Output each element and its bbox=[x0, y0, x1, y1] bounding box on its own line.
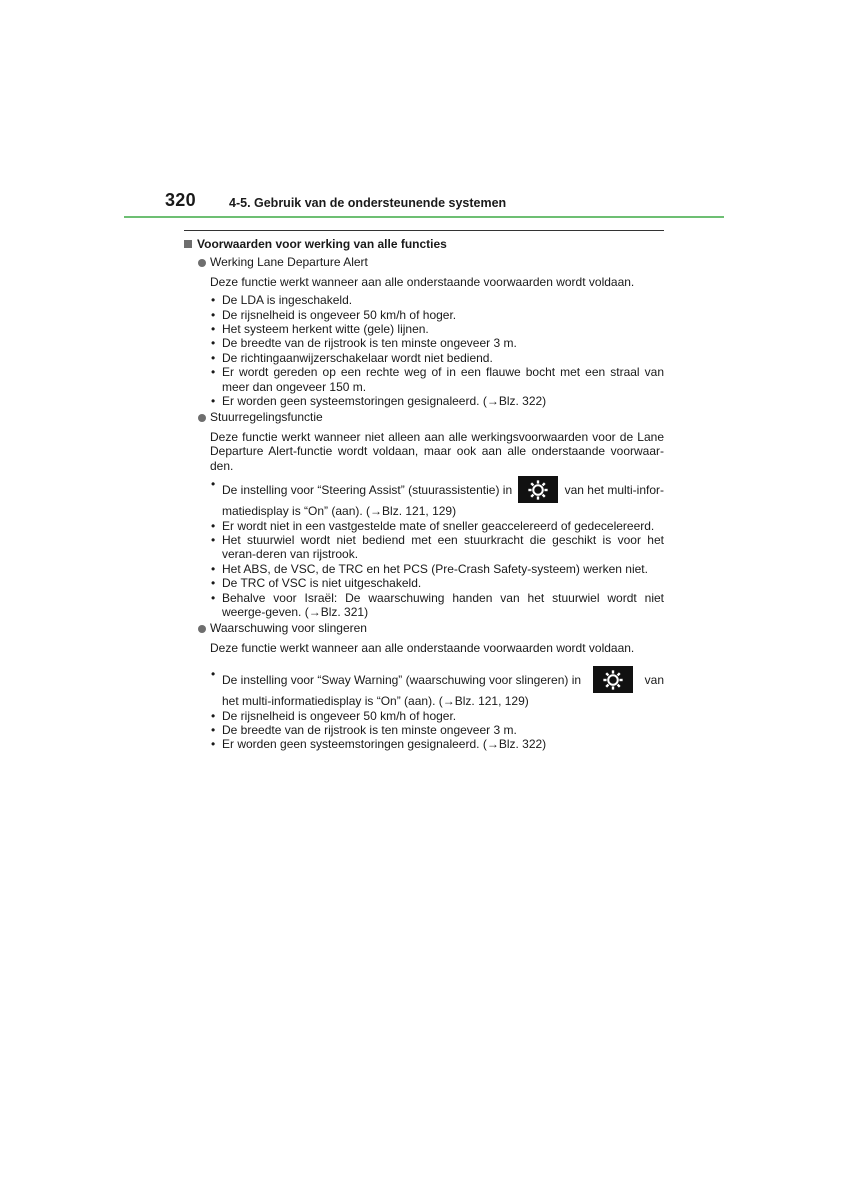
bullet-dot: • bbox=[211, 667, 216, 682]
list-item: • Er worden geen systeemstoringen gesignaleerd. (→Blz. 322) bbox=[211, 737, 547, 752]
page-number: 320 bbox=[165, 190, 196, 210]
header-rule bbox=[124, 216, 724, 218]
bullet-dot: • bbox=[211, 737, 216, 752]
list-item: • De LDA is ingeschakeld. bbox=[211, 293, 353, 308]
sub-heading-steering bbox=[198, 410, 664, 424]
section-heading-text: Voorwaarden voor werking van alle functies bbox=[197, 237, 447, 251]
bullet-dot: • bbox=[211, 477, 216, 492]
bullet-dot: • bbox=[211, 365, 216, 380]
section-heading bbox=[184, 237, 664, 251]
bullet-dot: • bbox=[211, 394, 216, 409]
circle-bullet-icon bbox=[198, 259, 206, 267]
list-item: • Behalve voor Israël: De waarschuwing handen van het stuurwiel wordt niet weerge-geven. (→Blz. 321) bbox=[211, 590, 664, 619]
bullet-dot: • bbox=[211, 336, 216, 351]
content bbox=[184, 237, 664, 754]
sub-heading-text: Waarschuwing voor slingeren bbox=[210, 621, 367, 636]
sub-heading-text: Werking Lane Departure Alert bbox=[210, 255, 368, 270]
bullet-dot: • bbox=[211, 293, 216, 308]
sway-setting-line: De instelling voor “Sway Warning” (waarschuwing voor slingeren) in van bbox=[222, 667, 664, 694]
list-item bbox=[210, 477, 664, 518]
list-item: • De breedte van de rijstrook is ten minste ongeveer 3 m. bbox=[211, 336, 517, 351]
bullet-dot: • bbox=[211, 322, 216, 337]
bullet-dot: • bbox=[211, 708, 216, 723]
bullet-dot: • bbox=[211, 590, 216, 605]
lda-intro: Deze functie werkt wanneer aan alle onderstaande voorwaarden wordt voldaan. bbox=[210, 274, 635, 289]
bullet-dot: • bbox=[211, 722, 216, 737]
list-item: • Het ABS, de VSC, de TRC en het PCS (Pre-Crash Safety-systeem) werken niet. bbox=[211, 561, 648, 576]
bullet-dot: • bbox=[211, 561, 216, 576]
steering-intro: Deze functie werkt wanneer niet alleen aan alle werkingsvoorwaarden voor de Lane Departure Alert-functie wordt voldaan, maar ook aan alle onderstaande voorwaar-den. bbox=[210, 429, 664, 473]
lda-bullet-list bbox=[210, 293, 664, 408]
bullet-dot: • bbox=[211, 307, 216, 322]
bullet-dot: • bbox=[211, 350, 216, 365]
bullet-dot: • bbox=[211, 576, 216, 591]
sway-bullet-list bbox=[210, 667, 664, 752]
list-item: • De rijsnelheid is ongeveer 50 km/h of hoger. bbox=[211, 307, 457, 322]
circle-bullet-icon bbox=[198, 414, 206, 422]
steering-setting-line: De instelling voor “Steering Assist” (stuurassistentie) in van het multi-infor- bbox=[222, 477, 664, 504]
list-item: • De richtingaanwijzerschakelaar wordt niet bediend. bbox=[211, 350, 493, 365]
list-item: • Er wordt niet in een vastgestelde mate of sneller geaccelereerd of gedecelereerd. bbox=[211, 518, 655, 533]
sway-setting-cont: het multi-informatiedisplay is “On” (aan). (→Blz. 121, 129) bbox=[222, 694, 529, 709]
steering-setting-cont: matiedisplay is “On” (aan). (→Blz. 121, 129) bbox=[222, 504, 457, 519]
steering-bullet-list bbox=[210, 477, 664, 619]
bullet-dot: • bbox=[211, 532, 216, 547]
bullet-dot: • bbox=[211, 518, 216, 533]
list-item bbox=[210, 667, 664, 708]
list-item: • Het systeem herkent witte (gele) lijnen. bbox=[211, 322, 429, 337]
section-rule bbox=[184, 230, 664, 231]
square-bullet-icon bbox=[184, 240, 192, 248]
gear-icon bbox=[593, 666, 633, 693]
sub-heading-text: Stuurregelingsfunctie bbox=[210, 410, 323, 425]
list-item: • Er worden geen systeemstoringen gesignaleerd. (→Blz. 322) bbox=[211, 394, 547, 409]
circle-bullet-icon bbox=[198, 625, 206, 633]
list-item: • De rijsnelheid is ongeveer 50 km/h of hoger. bbox=[211, 708, 457, 723]
sway-intro: Deze functie werkt wanneer aan alle onderstaande voorwaarden wordt voldaan. bbox=[210, 640, 635, 655]
gear-icon bbox=[518, 476, 558, 503]
sub-heading-sway bbox=[198, 621, 664, 635]
list-item: • Het stuurwiel wordt niet bediend met een stuurkracht die geschikt is voor het veran-deren van rijstrook. bbox=[211, 532, 664, 562]
list-item: • De TRC of VSC is niet uitgeschakeld. bbox=[211, 576, 422, 591]
list-item: • De breedte van de rijstrook is ten minste ongeveer 3 m. bbox=[211, 722, 517, 737]
list-item: • Er wordt gereden op een rechte weg of in een flauwe bocht met een straal van meer dan ongeveer 150 m. bbox=[211, 365, 664, 394]
sub-heading-lda bbox=[198, 255, 664, 269]
chapter-title: 4-5. Gebruik van de ondersteunende systemen bbox=[229, 196, 507, 210]
